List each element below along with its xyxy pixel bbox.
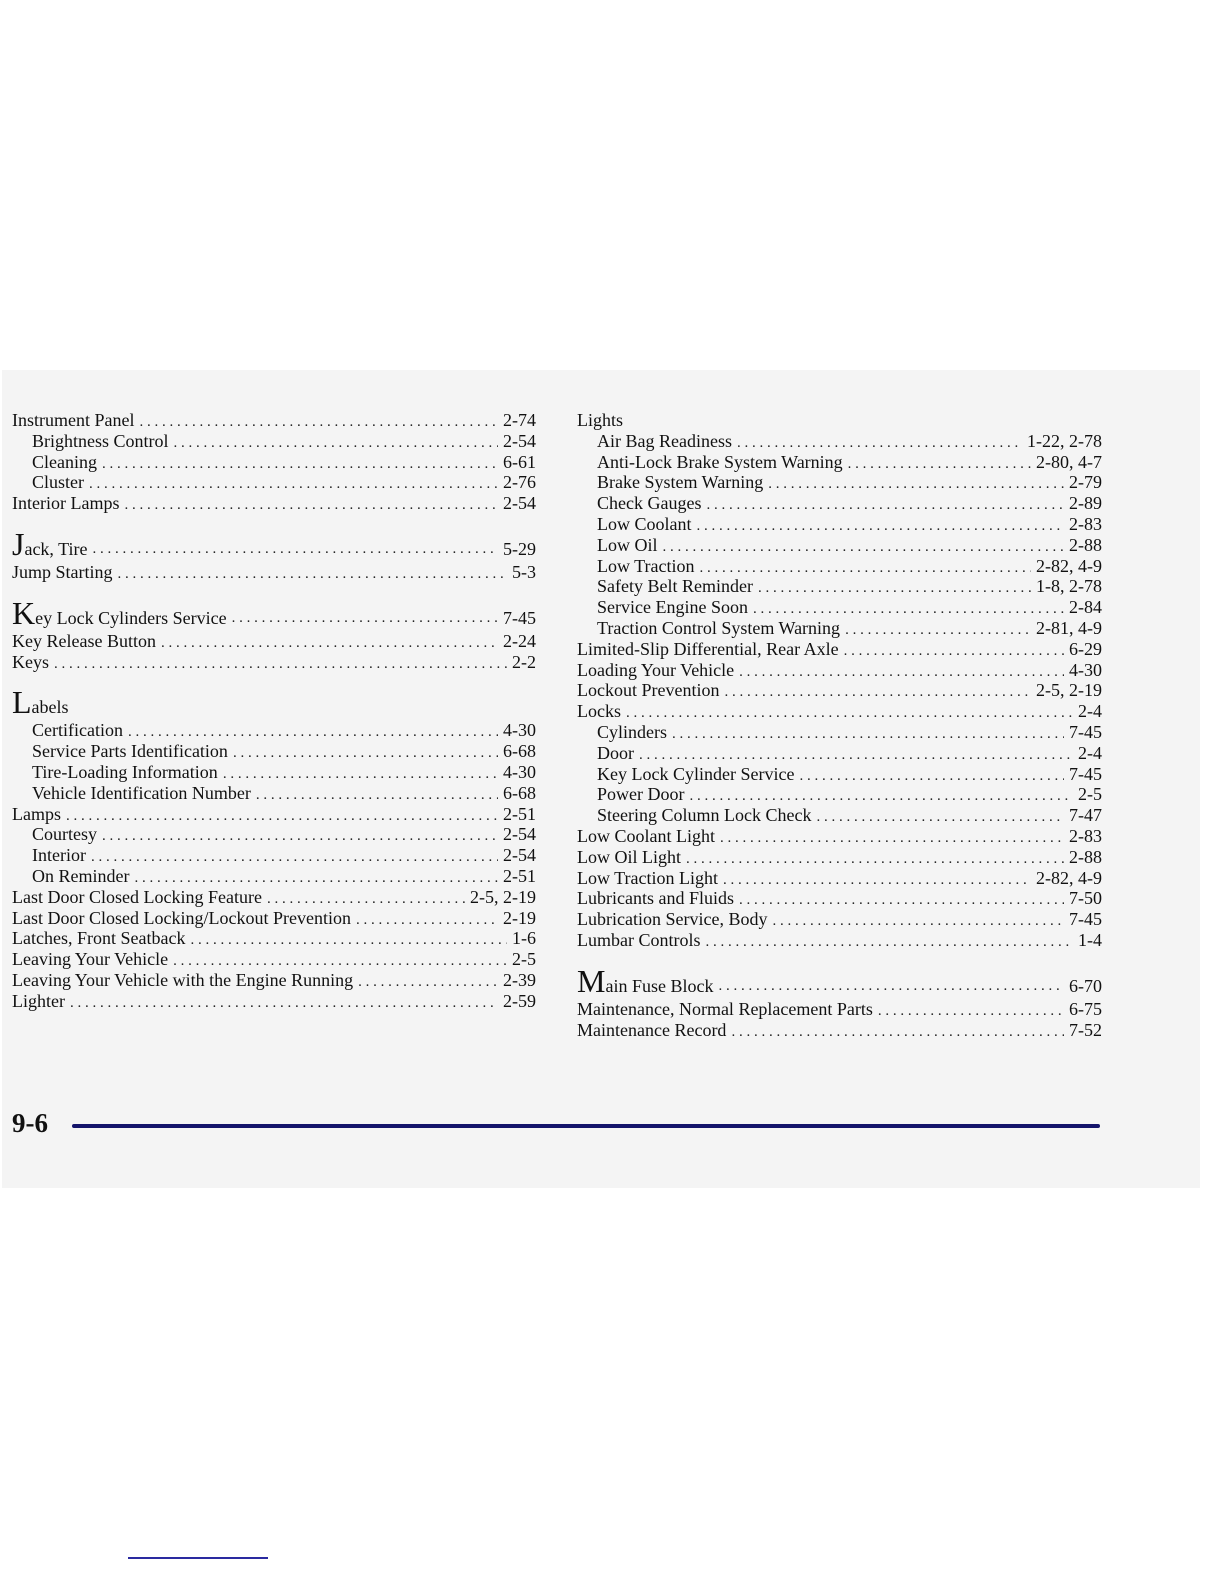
page-reference: 2-74 <box>503 410 536 430</box>
page-reference: 2-84 <box>1069 597 1102 618</box>
entry-label <box>577 962 714 999</box>
index-subentry <box>577 431 1102 452</box>
dot-leader <box>139 412 498 433</box>
index-entry <box>577 410 1102 431</box>
dot-leader <box>686 849 1064 870</box>
index-subentry <box>577 556 1102 577</box>
dot-leader <box>128 722 498 743</box>
entry-label: Service Engine Soon <box>597 597 748 618</box>
index-subentry <box>577 722 1102 743</box>
page-reference: 7-45 <box>1069 763 1102 784</box>
index-subentry <box>577 618 1102 639</box>
dot-leader <box>697 516 1065 537</box>
dot-leader <box>233 743 498 764</box>
page-reference: 2-5, 2-19 <box>470 886 536 907</box>
index-subentry <box>577 514 1102 535</box>
page-reference: 2-51 <box>503 865 536 886</box>
page-reference: 4-30 <box>1069 659 1102 680</box>
dot-leader <box>706 495 1064 516</box>
dot-leader <box>844 641 1064 662</box>
index-subentry <box>12 720 536 741</box>
entry-label: Key Release Button <box>12 630 156 651</box>
entry-label: Low Coolant Light <box>577 825 715 846</box>
entry-label: Limited-Slip Differential, Rear Axle <box>577 638 839 659</box>
entry-label <box>12 684 69 721</box>
page-reference: 6-68 <box>503 782 536 803</box>
page-reference: 2-82, 4-9 <box>1036 867 1102 888</box>
index-column-left <box>12 410 536 1012</box>
entry-label: Service Parts Identification <box>32 741 228 762</box>
dot-leader <box>161 633 498 654</box>
page-reference: 2-5 <box>1078 784 1102 805</box>
page-reference: 2-2 <box>512 651 536 672</box>
page-reference: 2-54 <box>503 845 536 866</box>
section-initial: L <box>12 684 32 721</box>
index-subentry <box>12 866 536 887</box>
index-entry <box>12 908 536 929</box>
dot-leader <box>724 682 1031 703</box>
index-subentry <box>577 743 1102 764</box>
index-section-head <box>12 684 536 721</box>
entry-label: Steering Column Lock Check <box>597 805 812 826</box>
dot-leader <box>848 454 1031 475</box>
dot-leader <box>267 889 465 910</box>
dot-leader <box>124 495 498 516</box>
entry-label: Maintenance Record <box>577 1019 727 1040</box>
dot-leader <box>690 786 1074 807</box>
page-reference: 7-45 <box>1069 721 1102 742</box>
dot-leader <box>173 951 507 972</box>
index-subentry <box>577 597 1102 618</box>
dot-leader <box>66 806 498 827</box>
dot-leader <box>816 807 1064 828</box>
entry-label: Key Lock Cylinder Service <box>597 763 795 784</box>
index-entry <box>577 639 1102 660</box>
entry-label: Lubricants and Fluids <box>577 888 734 909</box>
page-reference: 2-54 <box>503 493 536 514</box>
page-reference: 2-80, 4-7 <box>1036 451 1102 472</box>
index-subentry <box>12 472 536 493</box>
section-initial: J <box>12 525 25 562</box>
index-entry <box>12 928 536 949</box>
page-reference: 7-47 <box>1069 805 1102 826</box>
entry-label: Lighter <box>12 990 65 1011</box>
page-reference: 2-59 <box>503 990 536 1011</box>
footer-rule <box>72 1124 1100 1128</box>
page-reference: 1-8, 2-78 <box>1036 576 1102 597</box>
entry-label: Lumbar Controls <box>577 929 701 950</box>
page-reference: 2-81, 4-9 <box>1036 617 1102 638</box>
page-reference: 7-50 <box>1069 888 1102 909</box>
entry-label: Lubrication Service, Body <box>577 909 768 930</box>
dot-leader <box>223 764 498 785</box>
entry-label <box>12 525 88 562</box>
dot-leader <box>768 474 1064 495</box>
index-subentry <box>12 741 536 762</box>
index-entry <box>12 949 536 970</box>
entry-label: On Reminder <box>32 865 130 886</box>
dot-leader <box>102 826 498 847</box>
index-entry <box>12 493 536 514</box>
dot-leader <box>799 766 1064 787</box>
index-entry <box>577 847 1102 868</box>
page-reference: 6-29 <box>1069 638 1102 659</box>
dot-leader <box>118 564 507 585</box>
section-gap <box>12 672 536 694</box>
entry-label: Lamps <box>12 803 61 824</box>
index-subentry <box>12 783 536 804</box>
dot-leader <box>89 474 498 495</box>
entry-label: Power Door <box>597 784 685 805</box>
index-entry <box>12 631 536 652</box>
section-initial: K <box>12 594 36 631</box>
index-subentry <box>577 805 1102 826</box>
page-reference: 4-30 <box>503 761 536 782</box>
index-entry <box>577 680 1102 701</box>
entry-label: Maintenance, Normal Replacement Parts <box>577 998 873 1019</box>
index-entry <box>577 660 1102 681</box>
section-initial-rest: ain Fuse Block <box>605 975 714 996</box>
entry-label: Latches, Front Seatback <box>12 928 186 949</box>
entry-label: Last Door Closed Locking/Lockout Prevention <box>12 907 351 928</box>
page-reference: 2-54 <box>503 430 536 451</box>
entry-label: Low Oil Light <box>577 846 681 867</box>
page-reference: 2-88 <box>1069 534 1102 555</box>
page-reference: 7-45 <box>1069 909 1102 930</box>
dot-leader <box>753 599 1064 620</box>
page-reference: 5-3 <box>512 561 536 582</box>
dot-leader <box>706 932 1074 953</box>
index-entry <box>577 701 1102 722</box>
dot-leader <box>672 724 1064 745</box>
index-entry <box>12 804 536 825</box>
index-subentry <box>577 493 1102 514</box>
page-reference: 2-82, 4-9 <box>1036 555 1102 576</box>
entry-label: Low Traction <box>597 555 695 576</box>
index-subentry <box>12 762 536 783</box>
entry-label: Brake System Warning <box>597 472 764 493</box>
page-reference: 2-5 <box>512 949 536 970</box>
entry-label: Brightness Control <box>32 430 169 451</box>
page-reference: 2-79 <box>1069 472 1102 493</box>
entry-label: Courtesy <box>32 824 97 845</box>
entry-label: Last Door Closed Locking Feature <box>12 886 262 907</box>
entry-label: Cylinders <box>597 721 667 742</box>
page-reference: 5-29 <box>503 538 536 559</box>
entry-label: Low Traction Light <box>577 867 719 888</box>
entry-label: Traction Control System Warning <box>597 617 841 638</box>
index-entry <box>12 652 536 673</box>
dot-leader <box>91 847 498 868</box>
page-reference: 2-5, 2-19 <box>1036 680 1102 701</box>
index-entry <box>12 410 536 431</box>
dot-leader <box>878 1001 1064 1022</box>
dot-leader <box>134 868 498 889</box>
dot-leader <box>720 828 1064 849</box>
page-reference: 2-83 <box>1069 513 1102 534</box>
dot-leader <box>758 578 1031 599</box>
index-entry <box>577 868 1102 889</box>
index-section-head <box>12 594 536 631</box>
dot-leader <box>626 703 1073 724</box>
entry-label: Low Coolant <box>597 513 692 534</box>
index-subentry <box>12 431 536 452</box>
entry-label: Anti-Lock Brake System Warning <box>597 451 843 472</box>
section-initial-rest: ey Lock Cylinders Service <box>35 607 227 628</box>
index-subentry <box>12 845 536 866</box>
entry-label: Lockout Prevention <box>577 680 720 701</box>
index-subentry <box>577 535 1102 556</box>
index-entry <box>577 999 1102 1020</box>
page-reference: 1-22, 2-78 <box>1027 430 1102 451</box>
entry-label: Keys <box>12 651 49 672</box>
entry-label: Interior <box>32 845 86 866</box>
entry-label <box>12 594 227 631</box>
dot-leader <box>102 454 498 475</box>
page-reference: 1-6 <box>512 928 536 949</box>
dot-leader <box>356 910 498 931</box>
page-reference: 2-39 <box>503 969 536 990</box>
dot-leader <box>190 930 507 951</box>
entry-label: Cluster <box>32 472 84 493</box>
index-entry <box>577 909 1102 930</box>
index-subentry <box>577 784 1102 805</box>
page-reference: 7-52 <box>1069 1019 1102 1040</box>
entry-label: Interior Lamps <box>12 493 120 514</box>
dot-leader <box>731 1022 1064 1043</box>
entry-label: Loading Your Vehicle <box>577 659 735 680</box>
section-gap <box>12 514 536 536</box>
entry-label: Lights <box>577 410 624 430</box>
index-subentry <box>12 824 536 845</box>
entry-label: Leaving Your Vehicle with the Engine Running <box>12 969 354 990</box>
entry-label: Low Oil <box>597 534 658 555</box>
index-subentry <box>577 472 1102 493</box>
index-column-right <box>577 410 1102 1040</box>
dot-leader <box>174 433 498 454</box>
page-reference: 2-4 <box>1078 742 1102 763</box>
dot-leader <box>639 745 1073 766</box>
index-entry <box>577 930 1102 951</box>
index-entry <box>12 887 536 908</box>
dot-leader <box>772 911 1064 932</box>
page-reference: 7-45 <box>503 607 536 628</box>
page-reference: 6-68 <box>503 741 536 762</box>
dot-leader <box>723 870 1031 891</box>
index-entry <box>577 888 1102 909</box>
index-subentry <box>577 452 1102 473</box>
entry-label: Tire-Loading Information <box>32 761 218 782</box>
entry-label: Instrument Panel <box>12 410 135 430</box>
dot-leader <box>70 993 498 1014</box>
dot-leader <box>663 537 1065 558</box>
dot-leader <box>256 785 498 806</box>
dot-leader <box>845 620 1031 641</box>
dot-leader <box>358 972 498 993</box>
section-initial-rest: abels <box>31 697 69 718</box>
page-reference: 1-4 <box>1078 929 1102 950</box>
page-reference: 2-51 <box>503 803 536 824</box>
index-section-head <box>12 525 536 562</box>
page-reference: 2-24 <box>503 630 536 651</box>
page-reference: 6-70 <box>1069 975 1102 996</box>
page-number: 9-6 <box>12 1108 48 1138</box>
page-reference: 6-61 <box>503 451 536 472</box>
dot-leader <box>54 654 507 675</box>
entry-label: Door <box>597 742 634 763</box>
page-reference: 2-89 <box>1069 493 1102 514</box>
entry-label: Jump Starting <box>12 561 113 582</box>
index-entry <box>12 562 536 583</box>
page-reference: 6-75 <box>1069 998 1102 1019</box>
entry-label: Certification <box>32 720 123 741</box>
page-reference: 2-76 <box>503 472 536 493</box>
index-subentry <box>12 452 536 473</box>
entry-label: Check Gauges <box>597 493 702 514</box>
page-reference: 4-30 <box>503 720 536 741</box>
entry-label: Leaving Your Vehicle <box>12 949 169 970</box>
index-entry <box>577 826 1102 847</box>
entry-label: Vehicle Identification Number <box>32 782 251 803</box>
index-entry <box>12 991 536 1012</box>
dot-leader <box>232 605 498 631</box>
index-entry <box>577 1020 1102 1041</box>
index-subentry <box>577 764 1102 785</box>
index-entry <box>12 970 536 991</box>
index-subentry <box>577 576 1102 597</box>
page-reference: 2-54 <box>503 824 536 845</box>
section-initial: M <box>577 962 606 999</box>
page-reference: 2-88 <box>1069 846 1102 867</box>
section-initial-rest: ack, Tire <box>24 538 88 559</box>
entry-label: Locks <box>577 701 621 722</box>
entry-label: Safety Belt Reminder <box>597 576 753 597</box>
page-reference: 2-19 <box>503 907 536 928</box>
footnote-rule <box>128 1557 268 1559</box>
entry-label: Cleaning <box>32 451 97 472</box>
dot-leader <box>700 558 1031 579</box>
dot-leader <box>718 973 1064 999</box>
page-reference: 2-4 <box>1078 701 1102 722</box>
entry-label: Air Bag Readiness <box>597 430 732 451</box>
dot-leader <box>739 662 1064 683</box>
page-reference: 2-83 <box>1069 825 1102 846</box>
dot-leader <box>739 890 1064 911</box>
dot-leader <box>737 433 1022 454</box>
dot-leader <box>92 536 498 562</box>
index-section-head <box>577 962 1102 999</box>
